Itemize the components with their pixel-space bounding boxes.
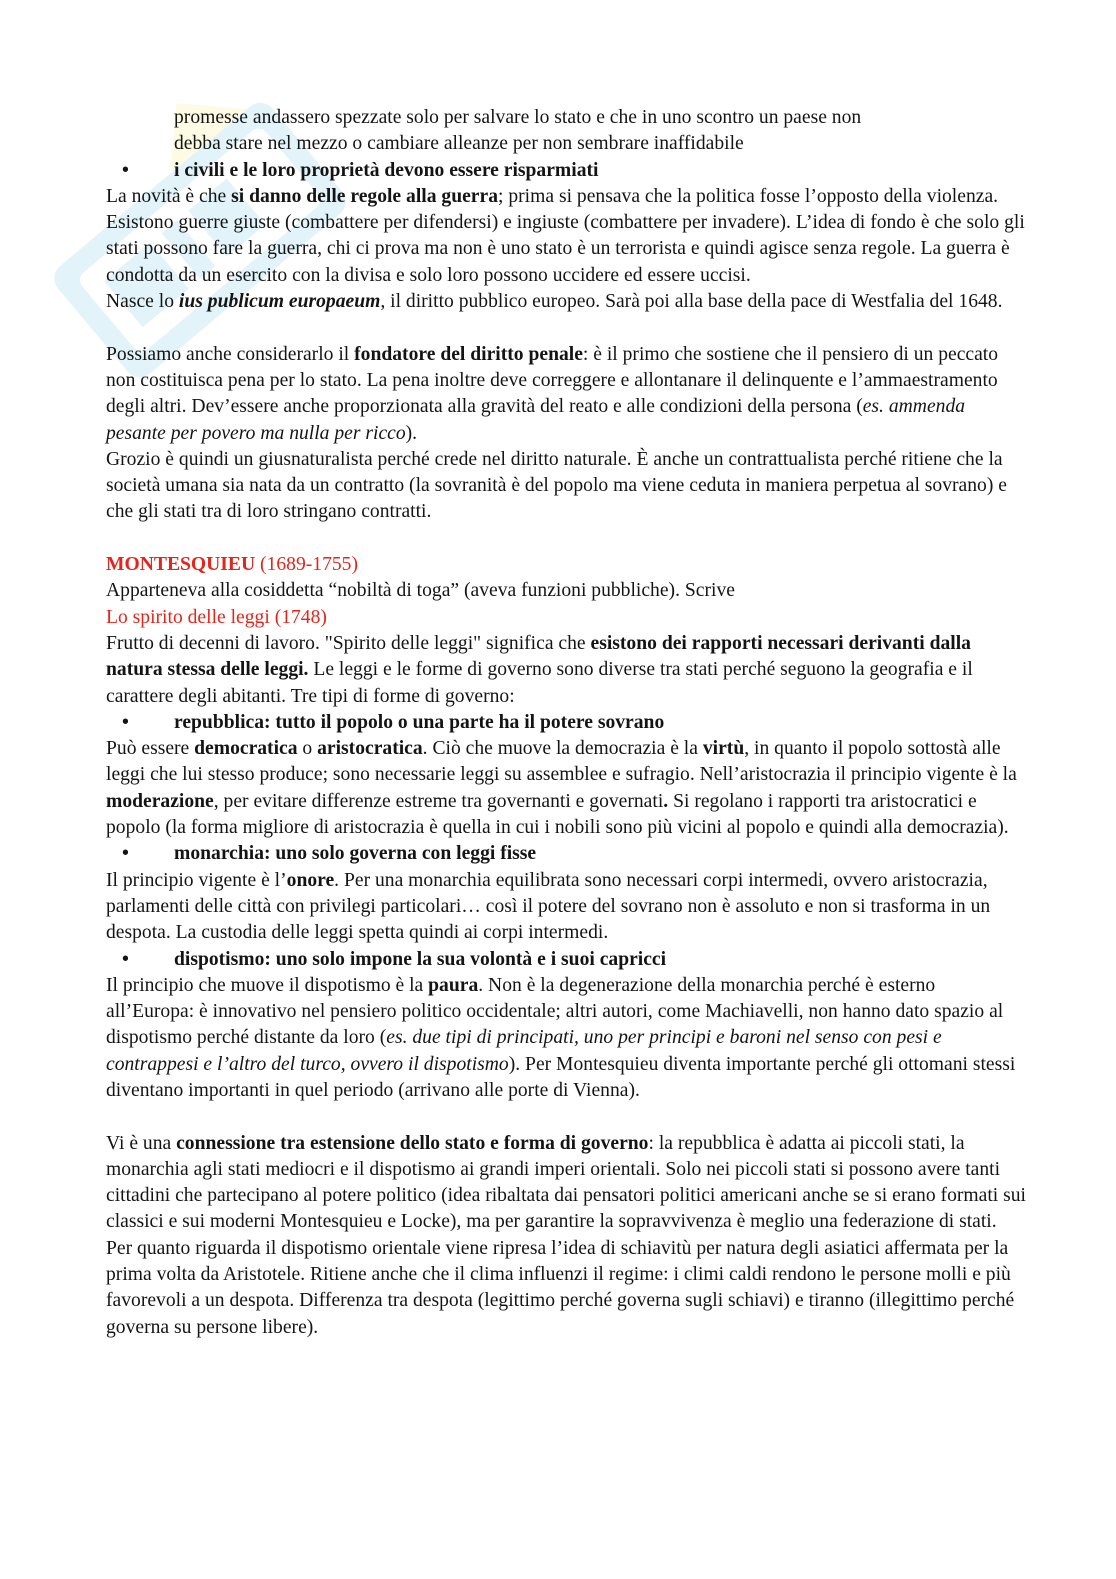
bullet-text: i civili e le loro proprietà devono essere risparmiati (174, 159, 599, 181)
section-heading-montesquieu: MONTESQUIEU (1689-1755) (106, 554, 359, 576)
paragraph-monarchia: Il principio vigente è l’onore. Per una monarchia equilibrata sono necessari corpi intermedi, ovvero aristocrazia, parlamenti delle città con privilegi particolari… così il potere del sovrano non è assoluto e non si trasforma in un despota. La custodia delle leggi spetta quindi ai corpi intermedi. (106, 869, 991, 944)
bullet-item-repubblica (106, 710, 1026, 736)
bullet-text: repubblica: tutto il popolo o una parte ha il potere sovrano (174, 711, 665, 733)
book-title: Lo spirito delle leggi (1748) (106, 606, 327, 628)
bullet-item-dispotismo (106, 947, 1026, 973)
paragraph-diritto-penale: Possiamo anche considerarlo il fondatore del diritto penale: è il primo che sostiene che il pensiero di un peccato non costituisca pena per lo stato. La pena inoltre deve correggere e allontanare il delinquente e l’ammaestramento degli altri. Dev’essere anche proporzionata alla gravità del reato e alle condizioni della persona (es. ammenda pesante per povero ma nulla per ricco). (106, 343, 999, 444)
paragraph-connessione: Vi è una connessione tra estensione dello stato e forma di governo: la repubblica è adatta ai piccoli stati, la monarchia agli stati mediocri e il dispotismo ai grandi imperi orientali. Solo nei piccoli stati si possono avere tanti cittadini che partecipano al potere politico (idea ribaltata dai pensatori politici americani anche se si erano formati sui classici e sui moderni Montesquieu e Locke), ma per garantire la sopravvivenza è meglio una federazione di stati. Per quanto riguarda il dispotismo orientale viene ripresa l’idea di schiavitù per natura degli asiatici affermata per la prima volta da Aristotele. Ritiene anche che il clima influenzi il regime: i climi caldi rendono le persone molli e più favorevoli a un despota. Differenza tra despota (legittimo perché governa sugli schiavi) e tiranno (illegittimo perché governa su persone libere). (106, 1132, 1026, 1338)
paragraph-novita: La novità è che si danno delle regole alla guerra; prima si pensava che la politica fosse l’opposto della violenza. Esistono guerre giuste (combattere per difendersi) e ingiuste (combattere per invadere). L’idea di fondo è che solo gli stati possono fare la guerra, chi ci prova ma non è uno stato è un terrorista e quindi agisce senza regole. La guerra è condotta da un esercito con la divisa e solo loro possono uccidere ed essere uccisi. (106, 185, 1025, 286)
paragraph-grozio: Grozio è quindi un giusnaturalista perché crede nel diritto naturale. È anche un contrattualista perché ritiene che la società umana sia nata da un contratto (la sovranità è del popolo ma viene ceduta in maniera perpetua al sovrano) e che gli stati tra di loro stringano contratti. (106, 448, 1007, 523)
paragraph-dispotismo: Il principio che muove il dispotismo è la paura. Non è la degenerazione della monarchia perché è esterno all’Europa: è innovativo nel pensiero politico occidentale; altri autori, come Machiavelli, non hanno dato spazio al dispotismo perché distante da loro (es. due tipi di principati, uno per principi e baroni nel senso con pesi e contrappesi e l’altro del turco, ovvero il dispotismo). Per Montesquieu diventa importante perché gli ottomani stessi diventano importanti in quel periodo (arrivano alle porte di Vienna). (106, 974, 1016, 1101)
intro-line-2: debba stare nel mezzo o cambiare alleanze per non sembrare inaffidabile (174, 133, 744, 155)
bullet-item-monarchia (106, 841, 1026, 867)
bullet-icon: • (122, 711, 129, 733)
bullet-text: monarchia: uno solo governa con leggi fisse (174, 843, 537, 865)
paragraph-spirito-leggi: Frutto di decenni di lavoro. "Spirito delle leggi" significa che esistono dei rapporti necessari derivanti dalla natura stessa delle leggi. Le leggi e le forme di governo sono diverse tra stati perché seguono la geografia e il carattere degli abitanti. Tre tipi di forme di governo: (106, 632, 973, 707)
intro-line-1: promesse andassero spezzate solo per salvare lo stato e che in uno scontro un paese non (174, 107, 862, 128)
paragraph-repubblica: Può essere democratica o aristocratica. Ciò che muove la democrazia è la virtù, in quanto il popolo sottostà alle leggi che lui stesso produce; sono necessarie leggi su assemblee e sufragio. Nell’aristocrazia il principio vigente è la moderazione, per evitare differenze estreme tra governanti e governati. Si regolano i rapporti tra aristocratici e popolo (la forma migliore di aristocrazia è quella in cui i nobili sono più vicini al popolo e quindi alla democrazia). (106, 738, 1017, 839)
bullet-text: dispotismo: uno solo impone la sua volontà e i suoi capricci (174, 948, 667, 970)
bullet-icon: • (122, 159, 129, 181)
bullet-item-civili (106, 158, 1026, 184)
document-body (106, 105, 1026, 1341)
bullet-icon: • (122, 843, 129, 865)
bullet-icon: • (122, 948, 129, 970)
paragraph-montesquieu-intro: Apparteneva alla cosiddetta “nobiltà di toga” (aveva funzioni pubbliche). Scrive (106, 580, 735, 602)
paragraph-ius-publicum: Nasce lo ius publicum europaeum, il diritto pubblico europeo. Sarà poi alla base della pace di Westfalia del 1648. (106, 291, 1003, 313)
